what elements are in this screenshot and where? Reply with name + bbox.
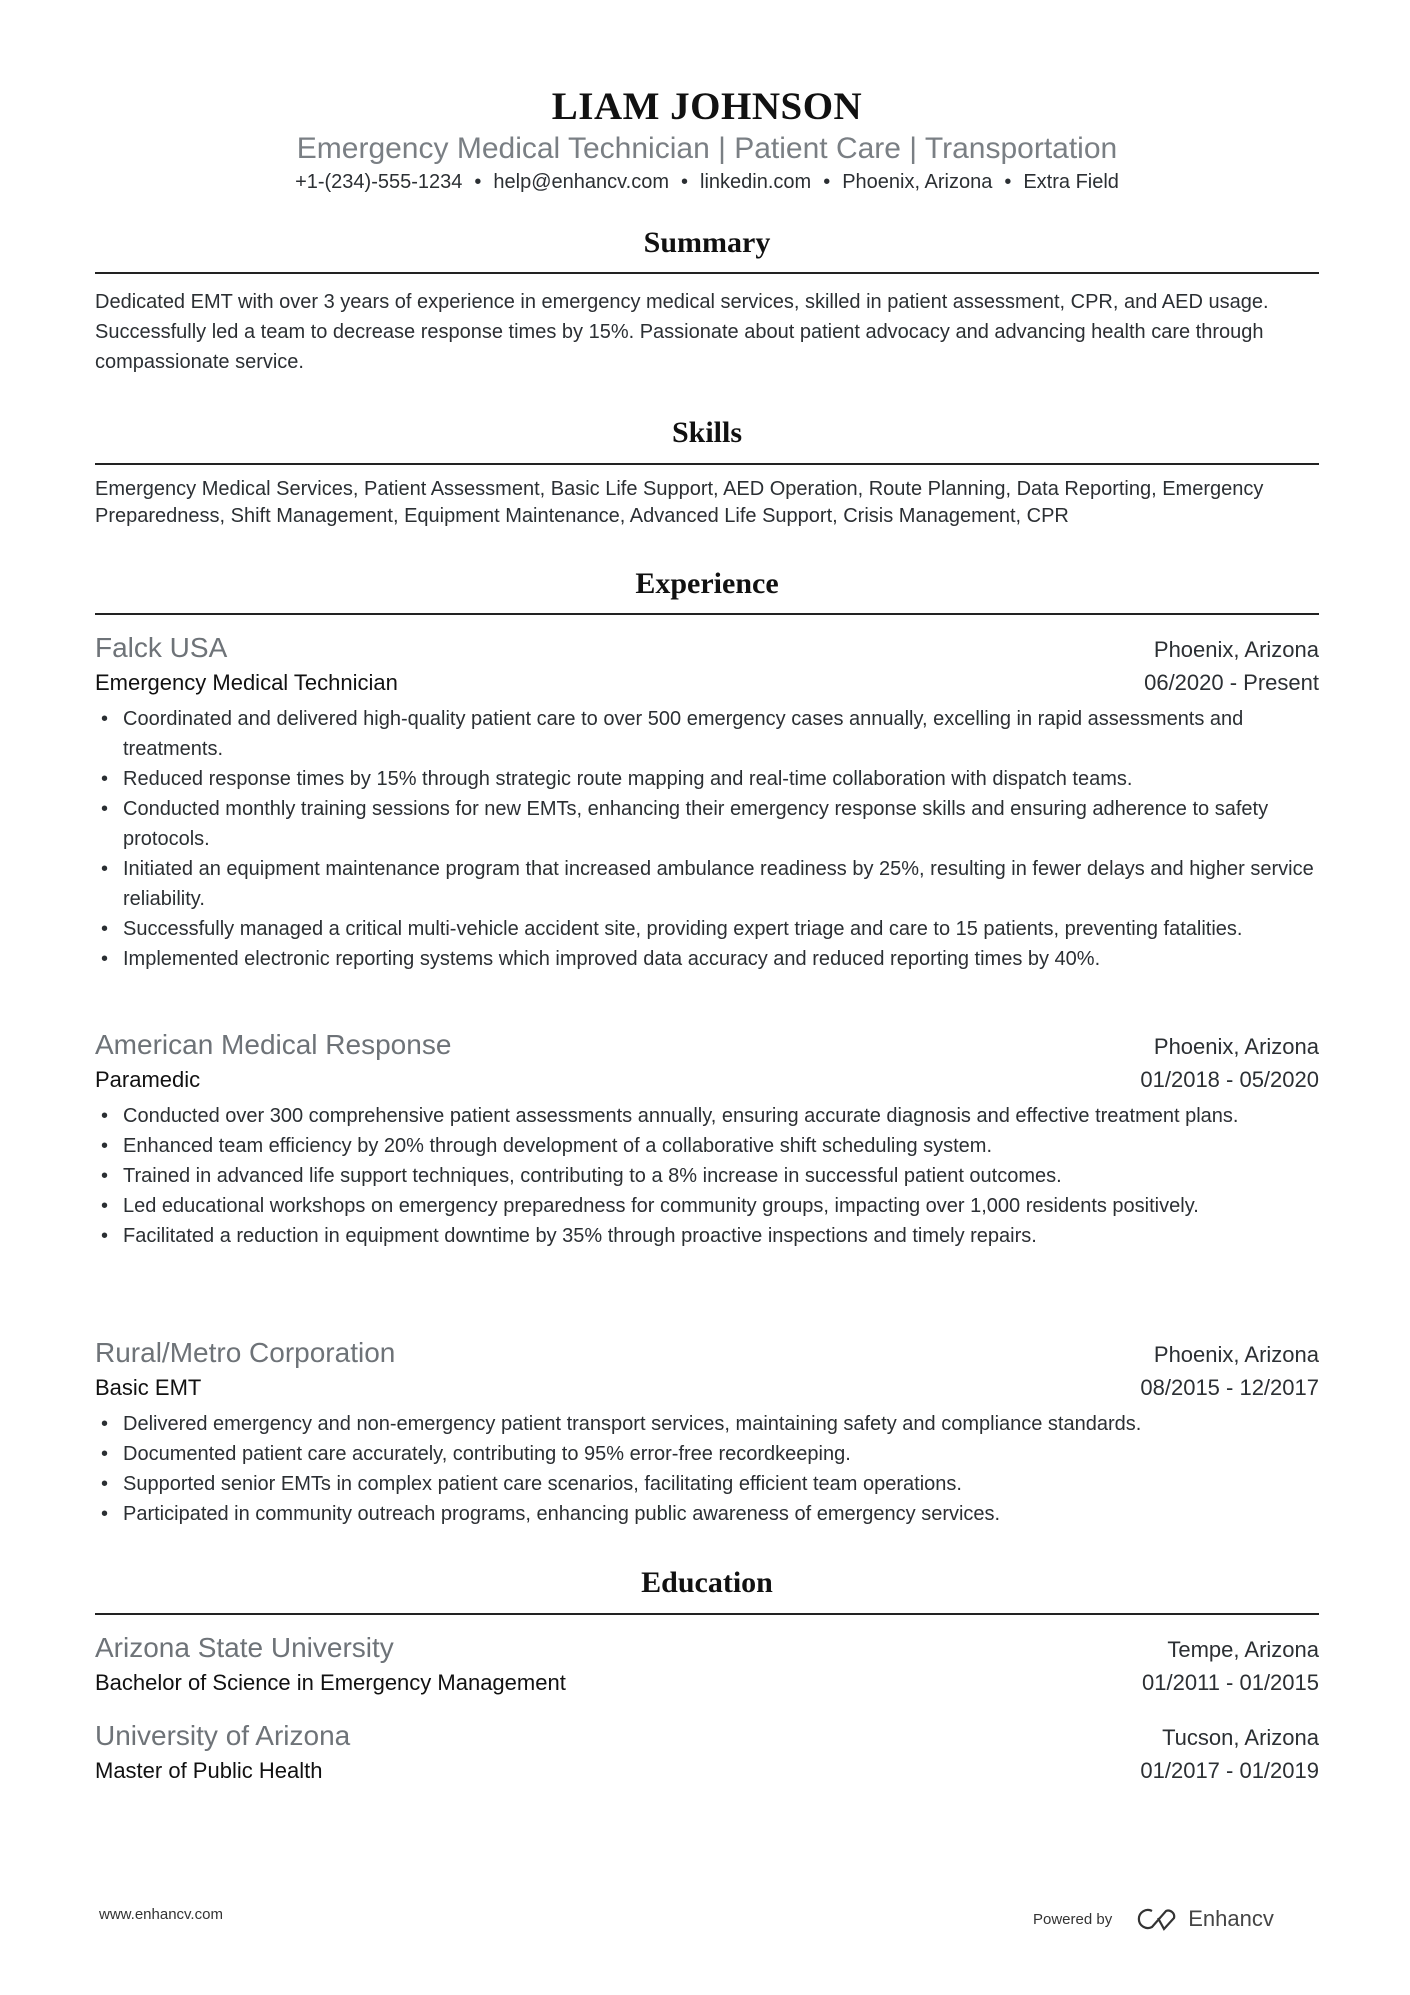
separator-dot: •	[1004, 171, 1012, 193]
brand-name: Enhancv	[1188, 1906, 1274, 1931]
summary-text: Dedicated EMT with over 3 years of experience in emergency medical services, skilled in patient assessment, CPR, and AED usage. Successfully led a team to decrease response times by 15%. Passionate about patient advocacy and advancing health care through compassionate service.	[95, 291, 1269, 373]
education-entry	[95, 1630, 1319, 1700]
summary-heading: Summary	[643, 226, 771, 259]
bullet-item: • Led educational workshops on emergency preparedness for community groups, impacting over 1,000 residents positively.	[95, 1191, 1319, 1221]
contact-line	[95, 171, 1319, 194]
entry-subheader	[95, 1666, 1319, 1700]
bullet-item: • Reduced response times by 15% through strategic route mapping and real-time collaboration with dispatch teams.	[95, 764, 1319, 794]
degree: Master of Public Health	[95, 1758, 323, 1783]
enhancv-logo-icon	[1134, 1906, 1180, 1932]
summary-divider	[95, 272, 1319, 274]
candidate-title: Emergency Medical Technician | Patient Care | Transportation	[296, 132, 1118, 165]
entry-header	[95, 1335, 1319, 1371]
separator-dot: •	[681, 171, 689, 193]
candidate-name: LIAM JOHNSON	[551, 85, 863, 128]
bullet-item: • Initiated an equipment maintenance program that increased ambulance readiness by 25%, resulting in fewer delays and higher service reliability.	[95, 854, 1319, 914]
company-name: Falck USA	[95, 632, 228, 663]
contact-item[interactable]: help@enhancv.com	[493, 171, 670, 193]
school-name: University of Arizona	[95, 1720, 351, 1751]
bullet-item: • Conducted over 300 comprehensive patient assessments annually, ensuring accurate diagnosis and effective treatment plans.	[95, 1101, 1319, 1131]
job-dates: 01/2018 - 05/2020	[1140, 1067, 1319, 1092]
entry-subheader	[95, 1063, 1319, 1097]
education-entry	[95, 1718, 1319, 1788]
entry-header	[95, 1718, 1319, 1754]
education-heading: Education	[641, 1566, 773, 1599]
skills-text: Emergency Medical Services, Patient Assessment, Basic Life Support, AED Operation, Route Planning, Data Reporting, Emergency Preparedness, Shift Management, Equipment Maintenance, Advanced Life Support, Crisis Management, CPR	[95, 478, 1264, 527]
bullet-item: • Trained in advanced life support techniques, contributing to a 8% increase in successful patient outcomes.	[95, 1161, 1319, 1191]
job-location: Phoenix, Arizona	[1153, 637, 1319, 662]
job-role: Basic EMT	[95, 1375, 202, 1400]
job-location: Phoenix, Arizona	[1153, 1342, 1319, 1367]
entry-header	[95, 1027, 1319, 1063]
experience-entry	[95, 1027, 1319, 1251]
job-role: Paramedic	[95, 1067, 201, 1092]
separator-dot: •	[474, 171, 482, 193]
job-role: Emergency Medical Technician	[95, 670, 398, 695]
education-dates: 01/2011 - 01/2015	[1142, 1670, 1319, 1695]
job-dates: 06/2020 - Present	[1144, 670, 1319, 695]
bullet-item: • Successfully managed a critical multi-vehicle accident site, providing expert triage and care to 15 patients, preventing fatalities.	[95, 914, 1319, 944]
experience-divider	[95, 613, 1319, 615]
bullet-item: • Facilitated a reduction in equipment downtime by 35% through proactive inspections and timely repairs.	[95, 1221, 1319, 1251]
contact-item: +1-(234)-555-1234	[295, 171, 463, 193]
entry-subheader	[95, 1754, 1319, 1788]
education-dates: 01/2017 - 01/2019	[1140, 1758, 1319, 1783]
bullet-item: • Implemented electronic reporting systems which improved data accuracy and reduced reporting times by 40%.	[95, 944, 1319, 974]
degree: Bachelor of Science in Emergency Management	[95, 1670, 566, 1695]
bullet-item: • Conducted monthly training sessions for new EMTs, enhancing their emergency response skills and ensuring adherence to safety protocols.	[95, 794, 1319, 854]
experience-entry	[95, 1335, 1319, 1529]
skills-divider	[95, 463, 1319, 465]
job-dates: 08/2015 - 12/2017	[1140, 1375, 1319, 1400]
powered-by-label: Powered by	[1033, 1910, 1113, 1928]
bullet-list	[95, 1101, 1319, 1251]
footer-powered	[1033, 1906, 1274, 1932]
bullet-item: • Documented patient care accurately, contributing to 95% error-free recordkeeping.	[95, 1439, 1319, 1469]
enhancv-logo	[1134, 1906, 1274, 1932]
bullet-list	[95, 1409, 1319, 1529]
school-name: Arizona State University	[95, 1632, 394, 1663]
school-location: Tucson, Arizona	[1162, 1725, 1319, 1750]
contact-item[interactable]: linkedin.com	[700, 171, 812, 193]
contact-item: Extra Field	[1023, 171, 1119, 193]
bullet-item: • Delivered emergency and non-emergency patient transport services, maintaining safety and compliance standards.	[95, 1409, 1319, 1439]
entry-subheader	[95, 666, 1319, 700]
job-location: Phoenix, Arizona	[1153, 1034, 1319, 1059]
entry-subheader	[95, 1371, 1319, 1405]
footer-website[interactable]: www.enhancv.com	[99, 1906, 223, 1923]
school-location: Tempe, Arizona	[1167, 1637, 1319, 1662]
company-name: Rural/Metro Corporation	[95, 1337, 396, 1368]
education-divider	[95, 1613, 1319, 1615]
entry-header	[95, 1630, 1319, 1666]
company-name: American Medical Response	[95, 1029, 452, 1060]
entry-header	[95, 630, 1319, 666]
skills-heading: Skills	[671, 416, 743, 449]
bullet-item: • Enhanced team efficiency by 20% through development of a collaborative shift scheduling system.	[95, 1131, 1319, 1161]
bullet-item: • Supported senior EMTs in complex patient care scenarios, facilitating efficient team operations.	[95, 1469, 1319, 1499]
bullet-list	[95, 704, 1319, 974]
experience-heading: Experience	[635, 567, 779, 600]
experience-entry	[95, 630, 1319, 974]
bullet-item: • Coordinated and delivered high-quality patient care to over 500 emergency cases annually, excelling in rapid assessments and treatments.	[95, 704, 1319, 764]
contact-item: Phoenix, Arizona	[842, 171, 993, 193]
bullet-item: • Participated in community outreach programs, enhancing public awareness of emergency services.	[95, 1499, 1319, 1529]
separator-dot: •	[823, 171, 831, 193]
